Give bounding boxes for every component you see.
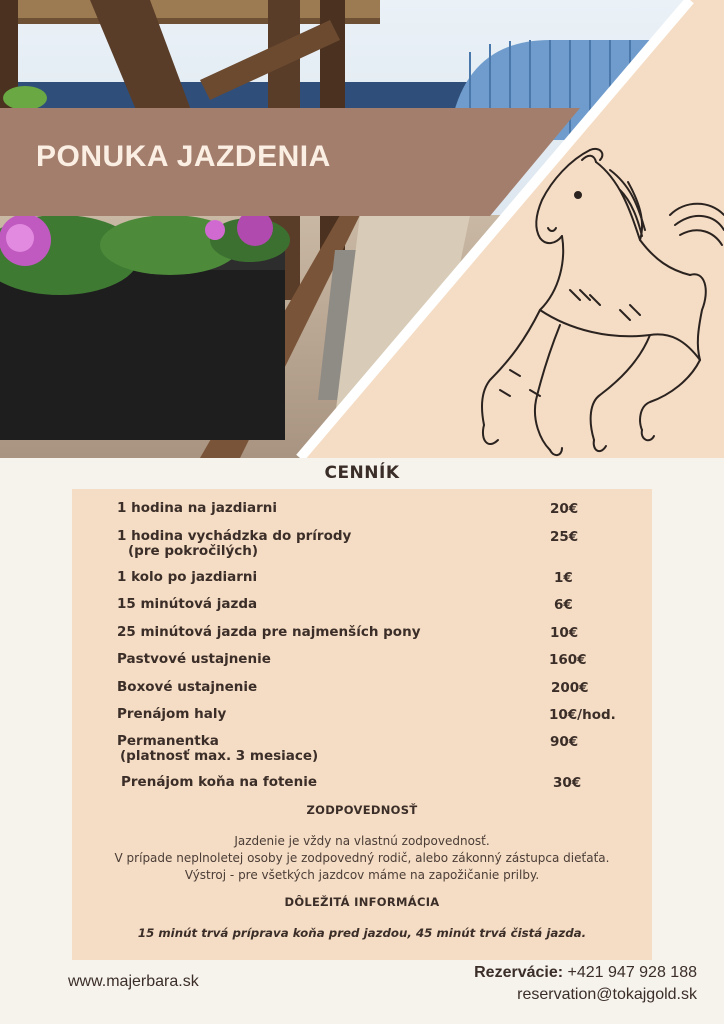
- price-item-value: 20€: [550, 501, 579, 517]
- responsibility-text: [72, 833, 652, 884]
- price-item-value: 1€: [554, 570, 573, 586]
- price-item-value: 10€/hod.: [549, 707, 616, 723]
- email-link[interactable]: reservation@tokajgold.sk: [517, 986, 697, 1003]
- price-item-value: 200€: [551, 680, 589, 696]
- important-heading: DÔLEŽITÁ INFORMÁCIA: [284, 895, 440, 909]
- important-text: 15 minút trvá príprava koňa pred jazdou, 45 minút trvá čistá jazda.: [137, 926, 587, 940]
- phone-link[interactable]: +421 947 928 188: [567, 964, 697, 981]
- responsibility-line: Výstroj - pre všetkých jazdcov máme na zapožičanie prilby.: [184, 868, 540, 882]
- price-item-value: 30€: [553, 775, 582, 791]
- responsibility-line: Jazdenie je vždy na vlastnú zodpovednosť.: [234, 834, 490, 848]
- price-item-value: 25€: [550, 529, 579, 545]
- price-item-sub: (pre pokročilých): [128, 543, 259, 559]
- price-item-name: 25 minútová jazda pre najmenších pony: [117, 624, 421, 640]
- price-item-name: Prenájom koňa na fotenie: [121, 774, 317, 790]
- price-item-value: 160€: [549, 652, 587, 668]
- price-item-value: 10€: [550, 625, 579, 641]
- price-item-name: Permanentka: [117, 733, 219, 749]
- price-item-name: Boxové ustajnenie: [117, 679, 258, 695]
- reservation-label: Rezervácie:: [474, 964, 564, 981]
- price-item-value: 90€: [550, 734, 579, 750]
- price-item-name: 15 minútová jazda: [117, 596, 258, 612]
- price-item-value: 6€: [554, 597, 573, 613]
- reservation-contact: [474, 962, 697, 1006]
- website-link[interactable]: www.majerbara.sk: [68, 973, 199, 990]
- pricelist-heading: CENNÍK: [324, 463, 400, 483]
- price-item-name: Pastvové ustajnenie: [117, 651, 271, 667]
- price-item-name: 1 hodina vychádzka do prírody: [117, 528, 352, 544]
- price-item-name: Prenájom haly: [117, 706, 227, 722]
- price-item-sub: (platnosť max. 3 mesiace): [120, 748, 319, 764]
- page-title: PONUKA JAZDENIA: [36, 140, 331, 173]
- responsibility-line: V prípade neplnoletej osoby je zodpovedný rodič, alebo zákonný zástupca dieťaťa.: [114, 851, 610, 865]
- responsibility-heading: ZODPOVEDNOSŤ: [306, 803, 418, 817]
- price-item-name: 1 kolo po jazdiarni: [117, 569, 258, 585]
- pricelist-panel: [72, 489, 652, 960]
- hero-section: [0, 0, 724, 458]
- price-item-name: 1 hodina na jazdiarni: [117, 500, 278, 516]
- horse-illustration: [470, 140, 724, 458]
